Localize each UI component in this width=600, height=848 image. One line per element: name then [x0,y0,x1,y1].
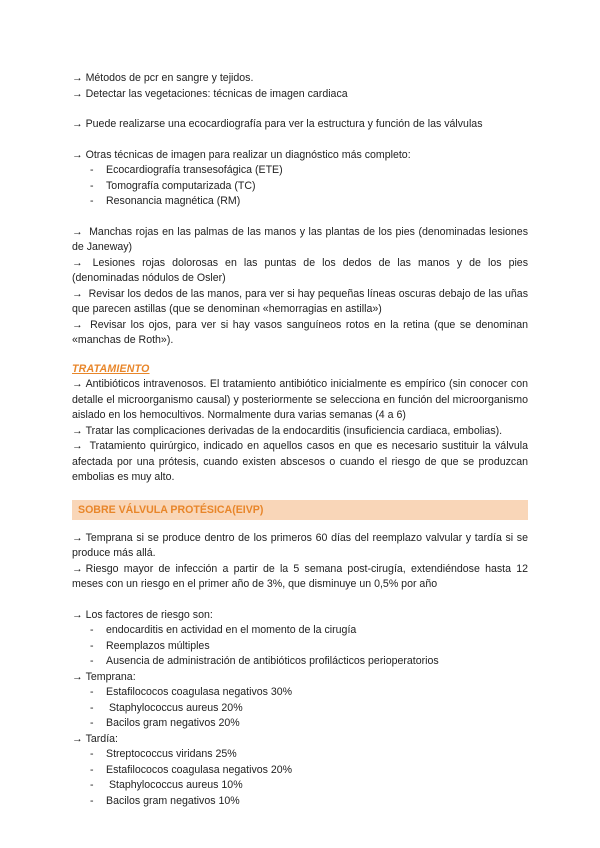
list-item: - Tomografía computarizada (TC) [90,179,528,195]
other-imaging-line: → Otras técnicas de imagen para realizar un diagnóstico más completo: [72,148,411,161]
risk-factors-title: → Los factores de riesgo son: [72,608,213,621]
list-item: - Ecocardiografía transesofágica (ETE) [90,163,528,179]
list-item: - Reemplazos múltiples [90,639,528,655]
risk-period-paragraph: → Riesgo mayor de infección a partir de la 5 semana post-cirugía, extendiéndose hasta 12 meses con un riesgo en el primer año de 3%, que disminuye un 0,5% por año [72,562,528,590]
list-item: - Resonancia magnética (RM) [90,194,528,210]
osler-paragraph: → Lesiones rojas dolorosas en las puntas de los dedos de las manos y de los pies (denominadas nódulos de Osler) [72,256,528,284]
list-item: - Staphylococcus aureus 10% [90,778,528,794]
list-item: - Bacilos gram negativos 10% [90,794,528,810]
early-organisms-list [72,685,528,732]
treatment-heading: TRATAMIENTO [72,362,150,375]
list-item: - Estafilococos coagulasa negativos 30% [90,685,528,701]
list-item: - Estafilococos coagulasa negativos 20% [90,763,528,779]
list-item: - Ausencia de administración de antibióticos profilácticos perioperatorios [90,654,528,670]
list-item: - Streptococcus viridans 25% [90,747,528,763]
early-late-paragraph: → Temprana si se produce dentro de los primeros 60 días del reemplazo valvular y tardía si se produce más allá. [72,531,528,559]
risk-factors-list [72,623,528,670]
late-organisms-list [72,747,528,809]
complications-paragraph: → Tratar las complicaciones derivadas de la endocarditis (insuficiencia cardiaca, embolias). [72,424,503,437]
splinter-paragraph: → Revisar los dedos de las manos, para ver si hay pequeñas líneas oscuras debajo de las uñas que parecen astillas (que se denominan «hemorragias en astilla») [72,287,528,315]
list-item: - Staphylococcus aureus 20% [90,701,528,717]
imaging-list [72,163,528,210]
surgery-paragraph: → Tratamiento quirúrgico, indicado en aquellos casos en que es necesario sustituir la válvula afectada por una prótesis, cuando existen abscesos o cuando el riesgo de que se produzcan embolias es muy alto. [72,440,528,483]
janeway-paragraph: → Manchas rojas en las palmas de las manos y las plantas de los pies (denominadas lesiones de Janeway) [72,225,528,253]
vegetations-line: → Detectar las vegetaciones: técnicas de imagen cardiaca [72,87,348,100]
antibiotics-paragraph: → Antibióticos intravenosos. El tratamiento antibiótico inicialmente es empírico (sin conocer con detalle el microorganismo causal) y posteriormente se selecciona en función del microorganismo aislado en los hemocultivos. Normalmente dura varias semanas (4 a 6) [72,378,528,421]
roth-paragraph: → Revisar los ojos, para ver si hay vasos sanguíneos rotos en la retina (que se denominan «manchas de Roth»). [72,318,528,346]
echocardiography-line: → Puede realizarse una ecocardiografía para ver la estructura y función de las válvulas [72,118,483,130]
prosthetic-valve-banner: SOBRE VÁLVULA PROTÉSICA(EIVP) [72,500,528,520]
late-title: → Tardía: [72,732,118,745]
list-item: - endocarditis en actividad en el momento de la cirugía [90,623,528,639]
pcr-methods-line: → Métodos de pcr en sangre y tejidos. [72,72,254,84]
list-item: - Bacilos gram negativos 20% [90,716,528,732]
early-title: → Temprana: [72,670,136,683]
document-page [72,71,528,809]
